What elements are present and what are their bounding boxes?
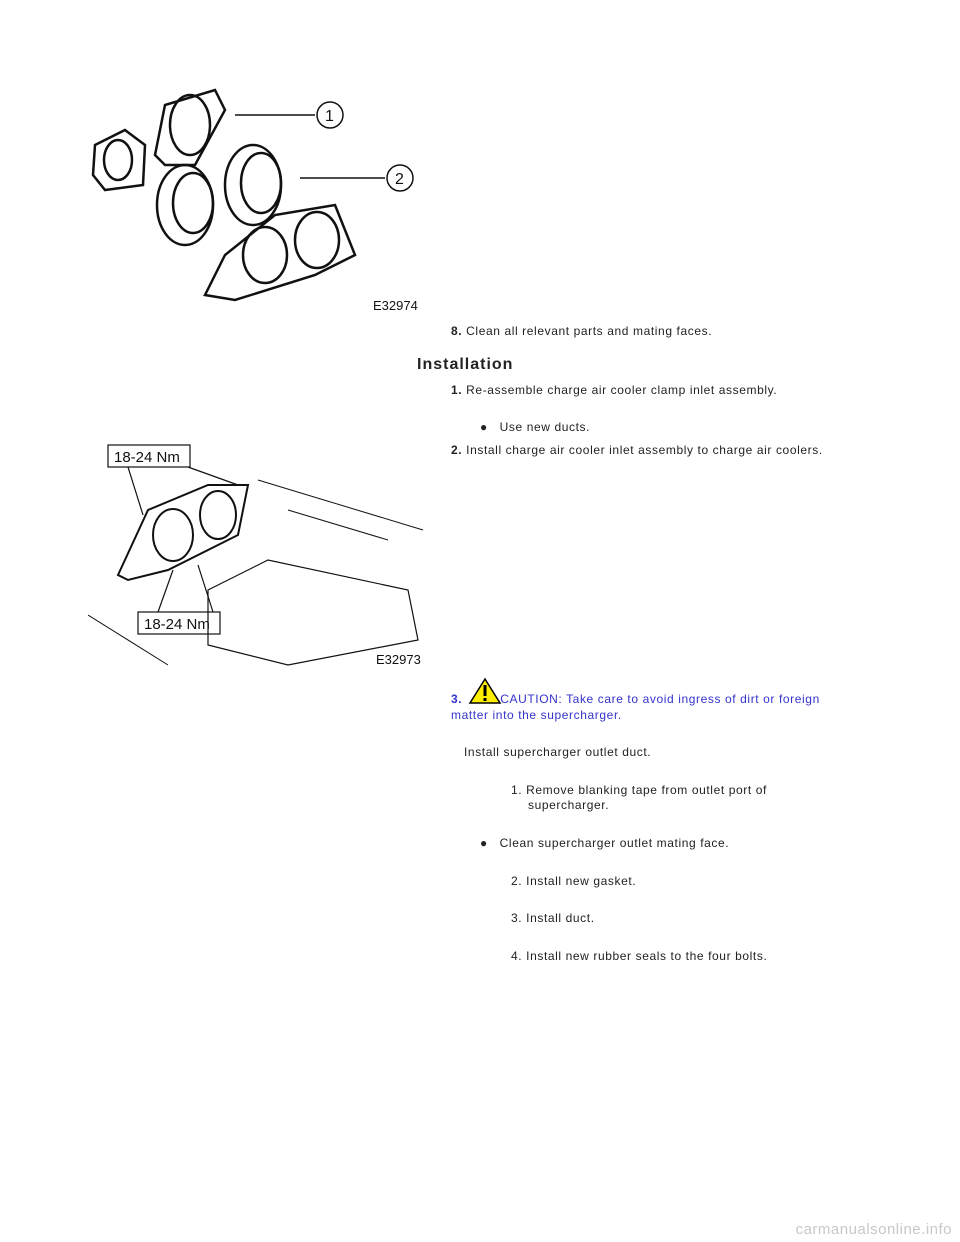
step-8: 8. Clean all relevant parts and mating faces.	[451, 324, 713, 338]
caution-step-3: 3. CAUTION: Take care to avoid ingress of dirt or foreign	[451, 692, 820, 706]
substep-3: 3. Install duct.	[511, 911, 595, 925]
substep-4: 4. Install new rubber seals to the four bolts.	[511, 949, 768, 963]
caution-line-2: matter into the supercharger.	[451, 708, 622, 722]
bullet-clean-face: ● Clean supercharger outlet mating face.	[480, 836, 730, 850]
substep-1-cont: supercharger.	[528, 798, 610, 812]
substep-2: 2. Install new gasket.	[511, 874, 637, 888]
install-step-1: 1. Re-assemble charge air cooler clamp inlet assembly.	[451, 383, 778, 397]
step-3-text: Install supercharger outlet duct.	[464, 745, 652, 759]
bullet-use-new-ducts: ● Use new ducts.	[480, 420, 591, 434]
warning-icon	[468, 677, 502, 705]
figure-inlet-assembly	[88, 440, 433, 670]
section-title: Installation	[417, 356, 514, 373]
figure-code: E32973	[376, 652, 421, 667]
substep-1: 1. Remove blanking tape from outlet port of	[511, 783, 767, 797]
torque-label-bottom: 18-24 Nm	[144, 616, 210, 633]
figure-ducts-exploded	[85, 85, 425, 315]
install-step-2: 2. Install charge air cooler inlet assembly to charge air coolers.	[451, 443, 823, 457]
torque-label-top: 18-24 Nm	[114, 449, 180, 466]
callout-2: 2	[395, 171, 404, 188]
callout-1: 1	[325, 108, 334, 125]
watermark: carmanualsonline.info	[795, 1221, 952, 1238]
figure-code: E32974	[373, 298, 418, 313]
